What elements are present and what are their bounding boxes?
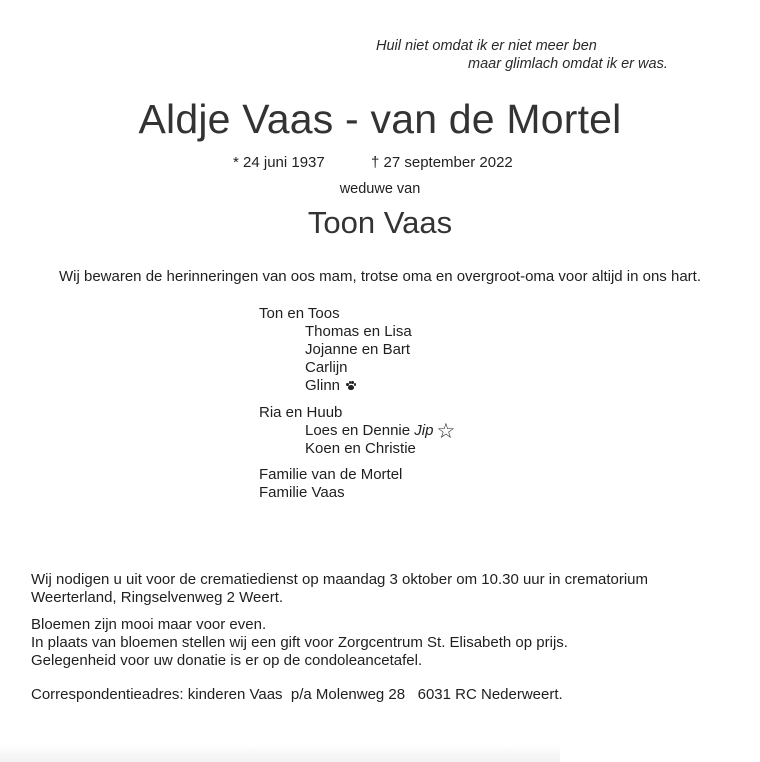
flowers-line-2: In plaats van bloemen stellen wij een gift voor Zorgcentrum St. Elisabeth op prijs. (31, 634, 568, 651)
relation-text: weduwe van (339, 181, 421, 197)
spouse-name: Toon Vaas (307, 205, 453, 240)
family-child-name: Loes en Dennie (305, 422, 411, 439)
family-name: Familie Vaas (259, 484, 345, 501)
family-child-with-icon (305, 422, 455, 441)
family-child: Thomas en Lisa (305, 323, 412, 340)
bottom-shadow (0, 745, 560, 762)
poem-line-1: Huil niet omdat ik er niet meer ben (376, 38, 597, 54)
family-child: Jojanne en Bart (305, 341, 411, 358)
family-child-extra: Jip (414, 422, 434, 439)
family-name: Familie van de Mortel (259, 466, 403, 483)
flowers-line-1: Bloemen zijn mooi maar voor even. (31, 616, 267, 633)
star-icon: ☆ (436, 420, 456, 443)
flowers-line-3: Gelegenheid voor uw donatie is er op de condoleancetafel. (31, 652, 423, 669)
poem-line-2: maar glimlach omdat ik er was. (468, 56, 668, 72)
birth-date: * 24 juni 1937 (233, 154, 325, 171)
memory-text: Wij bewaren de herinneringen van oos mam, trotse oma en overgroot-oma voor altijd in ons hart. (59, 268, 701, 285)
family-child-name: Glinn (305, 377, 341, 394)
paw-icon (346, 381, 356, 391)
service-line-2: Weerterland, Ringselvenweg 2 Weert. (31, 589, 284, 606)
family-child: Koen en Christie (305, 440, 416, 457)
family-parents-1: Ton en Toos (259, 305, 340, 322)
deceased-name: Aldje Vaas - van de Mortel (138, 96, 622, 142)
family-child-with-icon (305, 377, 356, 395)
death-date: † 27 september 2022 (371, 154, 513, 171)
family-parents-2: Ria en Huub (259, 404, 343, 421)
family-child: Carlijn (305, 359, 348, 376)
service-line-1: Wij nodigen u uit voor de crematiedienst op maandag 3 oktober om 10.30 uur in crematorium (31, 571, 648, 588)
correspondence-address: Correspondentieadres: kinderen Vaas p/a Molenweg 28 6031 RC Nederweert. (31, 686, 563, 703)
